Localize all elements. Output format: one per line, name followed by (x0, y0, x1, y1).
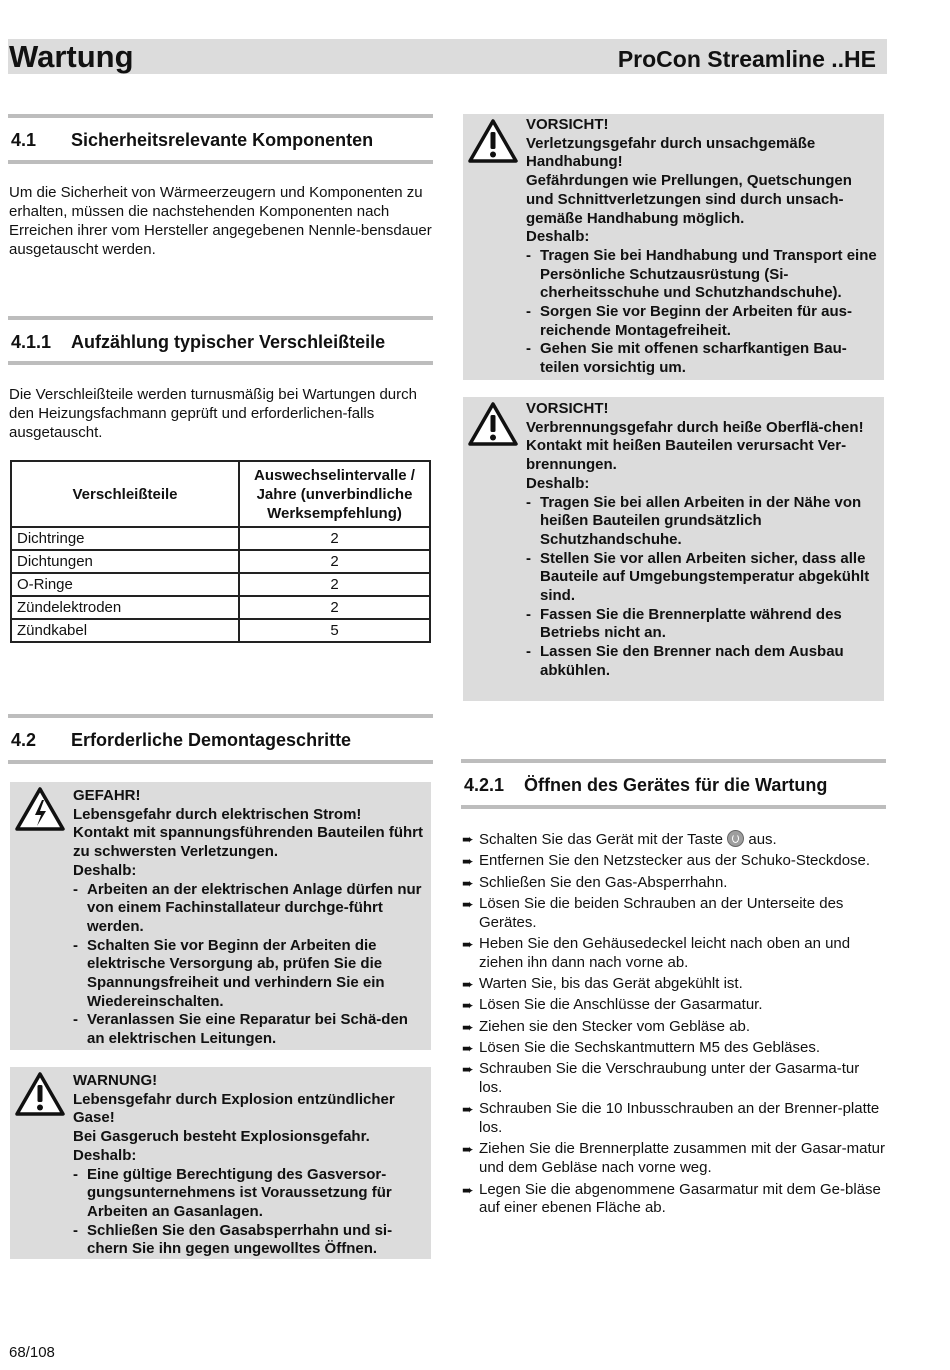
list-item: - Tragen Sie bei Handhabung und Transport eine Persönliche Schutzausrüstung (Si-cherheitsschuhe und Schutzhandschuhe). (526, 247, 880, 303)
table-row (11, 619, 430, 642)
list-item (462, 852, 886, 871)
notice-text (73, 787, 425, 1049)
notice-line: Verletzungsgefahr durch unsachgemäße Handhabung! (526, 134, 816, 171)
notice-deshalb: Deshalb: (73, 861, 137, 879)
arrow-right-icon: ➨ (462, 1018, 474, 1035)
divider (8, 361, 433, 365)
step-text: aus. (748, 831, 777, 848)
list-item (462, 874, 886, 893)
page-number: 68/108 (9, 1344, 55, 1361)
table-cell: O-Ringe (11, 573, 239, 596)
notice-line: Bei Gasgeruch besteht Explosionsgefahr. (73, 1128, 370, 1146)
notice-list (73, 881, 425, 1049)
divider (8, 160, 433, 164)
table-row (11, 596, 430, 619)
section-title: Sicherheitsrelevante Komponenten (71, 130, 374, 150)
step-text: Entfernen Sie den Netzstecker aus der Schuko-Steckdose. (479, 852, 871, 870)
table-header-cell: Verschleißteile (11, 461, 239, 527)
arrow-right-icon: ➨ (462, 976, 474, 993)
list-item (462, 1018, 886, 1037)
arrow-right-icon: ➨ (462, 1141, 474, 1158)
step-text: Ziehen Sie die Brennerplatte zusammen mit der Gasar-matur und dem Gebläse nach vorne weg. (479, 1140, 886, 1177)
section-heading-4-2-1 (464, 774, 827, 796)
product-name: ProCon Streamline ..HE (617, 46, 876, 72)
notice-text (73, 1072, 425, 1259)
step-text: Schließen Sie den Gas-Absperrhahn. (479, 873, 728, 891)
step-text: Warten Sie, bis das Gerät abgekühlt ist. (479, 975, 743, 993)
arrow-right-icon: ➨ (462, 1101, 474, 1118)
arrow-right-icon: ➨ (462, 1039, 474, 1056)
list-item (462, 996, 886, 1015)
table-cell: 2 (239, 550, 430, 573)
step-text: Lösen Sie die beiden Schrauben an der Unterseite des Gerätes. (479, 894, 844, 931)
list-item (462, 1181, 886, 1219)
section-number: 4.2 (11, 730, 37, 750)
list-item (462, 1039, 886, 1058)
arrow-right-icon: ➨ (462, 1061, 474, 1078)
table-cell: 2 (239, 596, 430, 619)
section-heading-4-1-1 (11, 331, 385, 353)
wear-parts-table (10, 460, 431, 643)
section-heading-4-2 (11, 729, 351, 751)
table-cell: Zündkabel (11, 619, 239, 642)
step-text: Schrauben Sie die 10 Inbusschrauben an der Brenner-platte los. (479, 1100, 880, 1137)
notice-label: VORSICHT! (526, 116, 609, 133)
warning-exclamation-icon (467, 118, 519, 164)
arrow-right-icon: ➨ (462, 935, 474, 952)
table-row (11, 573, 430, 596)
caution-notice-handling (463, 114, 884, 380)
notice-line: Kontakt mit spannungsführenden Bauteilen führt zu schwersten Verletzungen. (73, 824, 424, 861)
notice-line: Kontakt mit heißen Bauteilen verursacht Ver-brennungen. (526, 437, 847, 474)
arrow-right-icon: ➨ (462, 831, 474, 847)
table-cell: Zündelektroden (11, 596, 239, 619)
notice-line: Lebensgefahr durch Explosion entzündlicher Gase! (73, 1090, 395, 1127)
notice-text (526, 400, 880, 681)
list-item: - Stellen Sie vor allen Arbeiten sicher, dass alle Bauteile auf Umgebungstemperatur abgekühlt sind. (526, 550, 880, 606)
section-heading-4-1 (11, 129, 373, 151)
table-cell: Dichtringe (11, 527, 239, 550)
list-item: - Arbeiten an der elektrischen Anlage dürfen nur von einem Fachinstallateur durchge-führt werden. (73, 881, 425, 937)
table-cell: 5 (239, 619, 430, 642)
table-header-row (11, 461, 430, 527)
section-number: 4.2.1 (464, 775, 505, 795)
arrow-right-icon: ➨ (462, 853, 474, 870)
notice-list (526, 494, 880, 681)
step-text: Lösen Sie die Anschlüsse der Gasarmatur. (479, 996, 763, 1014)
arrow-right-icon: ➨ (462, 1181, 474, 1198)
list-item: - Gehen Sie mit offenen scharfkantigen Bau-teilen vorsichtig um. (526, 340, 880, 377)
list-item (462, 895, 886, 933)
warning-notice (10, 1067, 431, 1259)
list-item (462, 935, 886, 973)
table-row (11, 550, 430, 573)
list-item: - Lassen Sie den Brenner nach dem Ausbau abkühlen. (526, 643, 880, 680)
list-item (462, 1100, 886, 1138)
notice-text (526, 116, 880, 378)
notice-line: Verbrennungsgefahr durch heiße Oberflä-chen! (526, 418, 864, 436)
divider (8, 316, 433, 320)
table-cell: 2 (239, 573, 430, 596)
step-text: Schrauben Sie die Verschraubung unter der Gasarma-tur los. (479, 1060, 860, 1097)
list-item: - Sorgen Sie vor Beginn der Arbeiten für aus-reichende Montagefreiheit. (526, 303, 880, 340)
table-cell: Dichtungen (11, 550, 239, 573)
danger-notice (10, 782, 431, 1050)
page-title: Wartung (9, 39, 134, 74)
step-text: Ziehen sie den Stecker vom Gebläse ab. (479, 1017, 750, 1035)
notice-deshalb: Deshalb: (73, 1146, 137, 1164)
list-item: - Schalten Sie vor Beginn der Arbeiten die elektrische Versorgung ab, prüfen Sie die Spannungsfreiheit und verhindern Sie ein Wiedereinschalten. (73, 937, 425, 1012)
warning-exclamation-icon (14, 1071, 66, 1117)
notice-list (526, 247, 880, 378)
step-text: Lösen Sie die Sechskantmuttern M5 des Gebläses. (479, 1038, 821, 1056)
step-text: Heben Sie den Gehäusedeckel leicht nach oben an und ziehen ihn dann nach vorne ab. (479, 934, 851, 971)
notice-line: Gefährdungen wie Prellungen, Quetschungen und Schnittverletzungen sind durch unsach-gemäße Handhabung möglich. (526, 172, 852, 227)
maintenance-steps-list (462, 830, 886, 1221)
section-number: 4.1.1 (11, 332, 52, 352)
list-item: - Fassen Sie die Brennerplatte während des Betriebs nicht an. (526, 606, 880, 643)
arrow-right-icon: ➨ (462, 874, 474, 891)
section-title: Erforderliche Demontageschritte (71, 730, 352, 750)
section-paragraph: Die Verschleißteile werden turnusmäßig bei Wartungen durch den Heizungsfachmann geprüft und erforderlichen-falls ausgetauscht. (9, 386, 417, 441)
step-text: Schalten Sie das Gerät mit der Taste (479, 831, 724, 848)
warning-exclamation-icon (467, 401, 519, 447)
divider (461, 805, 886, 809)
list-item: - Tragen Sie bei allen Arbeiten in der Nähe von heißen Bauteilen grundsätzlich Schutzhandschuhe. (526, 494, 880, 550)
caution-notice-burn (463, 397, 884, 701)
arrow-right-icon: ➨ (462, 997, 474, 1014)
list-item: - Eine gültige Berechtigung des Gasversor-gungsunternehmens ist Voraussetzung für Arbeiten an Gasanlagen. (73, 1166, 425, 1222)
list-item (462, 1140, 886, 1178)
table-header-cell: Auswechselintervalle / Jahre (unverbindliche Werksempfehlung) (239, 461, 430, 527)
divider (8, 760, 433, 764)
notice-label: GEFAHR! (73, 787, 141, 804)
table-cell: 2 (239, 527, 430, 550)
electric-hazard-icon (14, 786, 66, 832)
list-item (462, 1060, 886, 1098)
notice-line: Lebensgefahr durch elektrischen Strom! (73, 805, 362, 823)
list-item (462, 830, 886, 850)
section-title: Öffnen des Gerätes für die Wartung (524, 775, 828, 795)
list-item: - Schließen Sie den Gasabsperrhahn und si-chern Sie ihn gegen ungewolltes Öffnen. (73, 1222, 425, 1259)
list-item: - Veranlassen Sie eine Reparatur bei Schä-den an elektrischen Leitungen. (73, 1011, 425, 1048)
divider (8, 714, 433, 718)
section-title: Aufzählung typischer Verschleißteile (71, 332, 386, 352)
notice-deshalb: Deshalb: (526, 228, 590, 246)
step-text: Legen Sie die abgenommene Gasarmatur mit dem Ge-bläse auf einer ebenen Fläche ab. (479, 1180, 881, 1217)
section-number: 4.1 (11, 130, 37, 150)
notice-list (73, 1166, 425, 1260)
section-paragraph: Um die Sicherheit von Wärmeerzeugern und Komponenten zu erhalten, müssen die nachstehenden Komponenten nach Erreichen ihrer vom Hersteller angegebenen Nennle-bensdauer ausgetauscht werden. (9, 184, 432, 258)
notice-deshalb: Deshalb: (526, 474, 590, 492)
notice-label: WARNUNG! (73, 1072, 158, 1089)
arrow-right-icon: ➨ (462, 895, 474, 912)
table-row (11, 527, 430, 550)
list-item (462, 975, 886, 994)
power-button-icon (727, 830, 744, 847)
divider (8, 114, 433, 118)
divider (461, 759, 886, 763)
notice-label: VORSICHT! (526, 400, 609, 417)
